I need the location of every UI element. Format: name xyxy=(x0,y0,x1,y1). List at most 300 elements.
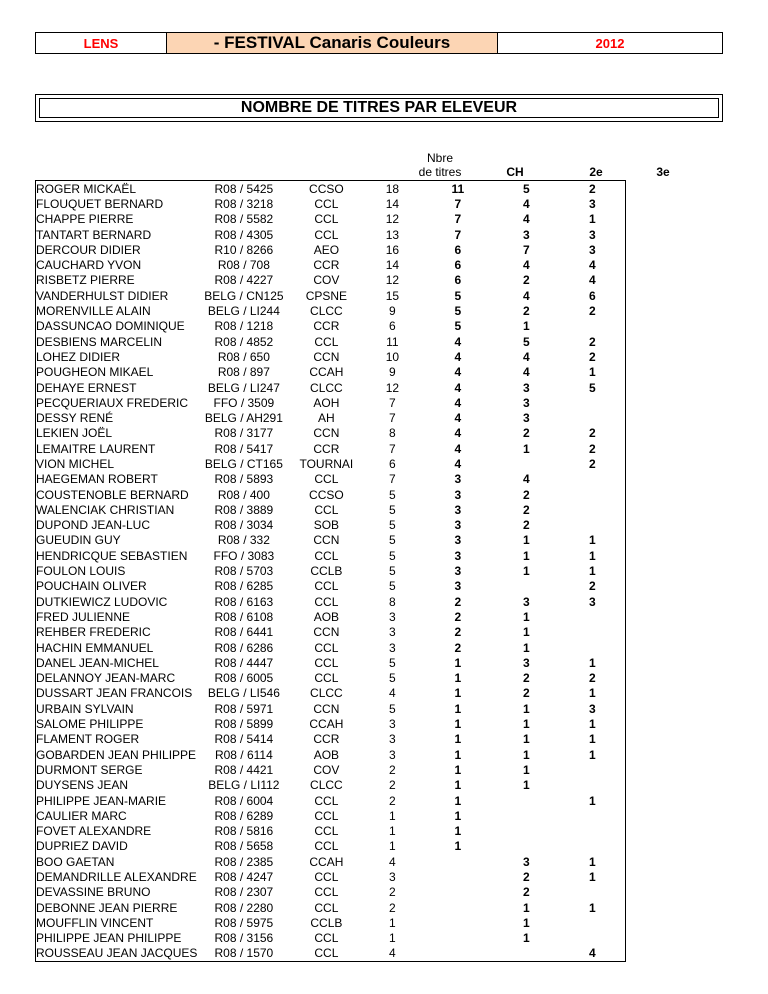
cell-code: R08 / 5816 xyxy=(214,824,274,839)
cell-code: R08 / 5425 xyxy=(214,181,274,196)
table-row xyxy=(36,472,626,487)
cell-name: HAEGEMAN ROBERT xyxy=(36,472,158,487)
cell-code: R08 / 5893 xyxy=(214,472,274,487)
cell-code: R08 / 2280 xyxy=(214,900,274,915)
cell-e2: 4 xyxy=(523,288,530,303)
cell-club: CLCC xyxy=(310,380,343,395)
cell-ch: 4 xyxy=(454,349,462,364)
cell-code: R10 / 8266 xyxy=(214,242,274,257)
cell-code: R08 / 3218 xyxy=(214,196,274,211)
cell-ch: 1 xyxy=(454,671,462,686)
cell-code: R08 / 4305 xyxy=(214,227,274,242)
cell-ch: 3 xyxy=(454,472,462,487)
cell-e3: 3 xyxy=(589,242,596,257)
cell-code: R08 / 708 xyxy=(217,258,270,273)
cell-name: MORENVILLE ALAIN xyxy=(36,304,151,319)
cell-e3: 1 xyxy=(589,212,596,227)
cell-code: BELG / LI244 xyxy=(207,304,280,319)
cell-e3: 2 xyxy=(589,456,596,471)
cell-n: 2 xyxy=(389,900,396,915)
table-row xyxy=(36,686,626,701)
cell-e2: 3 xyxy=(523,227,530,242)
cell-ch xyxy=(422,869,493,884)
cell-name: DUPRIEZ DAVID xyxy=(36,839,128,854)
table-row xyxy=(36,533,626,548)
cell-n: 5 xyxy=(389,518,396,533)
cell-e2: 1 xyxy=(523,609,530,624)
cell-code: R08 / 2307 xyxy=(214,885,274,900)
table-row xyxy=(36,487,626,502)
cell-club: CLCC xyxy=(310,778,343,793)
cell-name: GUEUDIN GUY xyxy=(36,533,121,548)
cell-n: 4 xyxy=(389,686,396,701)
cell-code: BELG / CT165 xyxy=(204,456,283,471)
cell-e3: 3 xyxy=(589,594,596,609)
cell-code: R08 / 4852 xyxy=(214,334,274,349)
cell-name: DUTKIEWICZ LUDOVIC xyxy=(36,594,168,609)
cell-ch: 1 xyxy=(454,808,462,823)
table-row xyxy=(36,915,626,930)
cell-e3 xyxy=(559,395,626,410)
cell-club: CCL xyxy=(314,472,339,487)
cell-n: 15 xyxy=(385,288,400,303)
cell-name: DUSSART JEAN FRANCOIS xyxy=(36,686,193,701)
cell-code: R08 / 2385 xyxy=(214,854,274,869)
cell-ch: 3 xyxy=(454,579,462,594)
cell-ch: 3 xyxy=(454,564,462,579)
cell-name: COUSTENOBLE BERNARD xyxy=(36,487,189,502)
cell-e3 xyxy=(559,885,626,900)
cell-e3 xyxy=(559,502,626,517)
cell-ch xyxy=(422,854,493,869)
table-row xyxy=(36,518,626,533)
cell-club: CCN xyxy=(313,701,340,716)
cell-e2: 3 xyxy=(523,655,530,670)
cell-n: 5 xyxy=(389,671,396,686)
cell-e2: 2 xyxy=(523,426,530,441)
cell-code: R08 / 5417 xyxy=(214,441,274,456)
cell-name: PHILIPPE JEAN PHILIPPE xyxy=(36,931,182,946)
cell-ch: 7 xyxy=(454,196,462,211)
table-row xyxy=(36,808,626,823)
cell-ch: 5 xyxy=(454,304,462,319)
cell-e2 xyxy=(493,456,559,471)
count-header-line2: de titres xyxy=(418,165,462,179)
cell-name: FRED JULIENNE xyxy=(36,609,131,624)
cell-ch: 1 xyxy=(454,747,462,762)
table-row xyxy=(36,441,626,456)
cell-name: LEKIEN JOËL xyxy=(36,426,113,441)
cell-ch: 3 xyxy=(454,487,462,502)
cell-name: HENDRICQUE SEBASTIEN xyxy=(36,548,188,563)
cell-name: BOO GAETAN xyxy=(36,854,115,869)
cell-e2: 3 xyxy=(523,395,530,410)
table-row xyxy=(36,579,626,594)
cell-code: R08 / 4421 xyxy=(214,762,274,777)
table-row xyxy=(36,594,626,609)
cell-name: MOUFFLIN VINCENT xyxy=(36,915,154,930)
cell-club: AOB xyxy=(313,747,340,762)
count-header-line1: Nbre xyxy=(426,151,453,165)
cell-code: R08 / 650 xyxy=(217,349,270,364)
cell-club: AH xyxy=(318,411,335,426)
cell-n: 12 xyxy=(385,212,400,227)
cell-n: 7 xyxy=(389,472,396,487)
cell-e3: 1 xyxy=(589,548,596,563)
cell-n: 5 xyxy=(389,701,396,716)
cell-n: 1 xyxy=(389,839,396,854)
cell-e2: 1 xyxy=(523,640,530,655)
cell-n: 3 xyxy=(389,747,396,762)
cell-code: R08 / 5899 xyxy=(214,717,274,732)
cell-ch: 3 xyxy=(454,533,462,548)
cell-n: 18 xyxy=(385,181,400,196)
cell-code: R08 / 6005 xyxy=(214,671,274,686)
table-row xyxy=(36,778,626,793)
table-row xyxy=(36,548,626,563)
cell-e2: 2 xyxy=(523,686,530,701)
cell-e3 xyxy=(559,625,626,640)
cell-ch: 6 xyxy=(454,258,462,273)
cell-ch: 2 xyxy=(454,640,462,655)
cell-e2: 3 xyxy=(523,380,530,395)
cell-code: R08 / 1218 xyxy=(214,319,274,334)
cell-n: 3 xyxy=(389,732,396,747)
cell-club: CCL xyxy=(314,808,339,823)
cell-code: R08 / 3889 xyxy=(214,502,274,517)
cell-e3: 1 xyxy=(589,533,596,548)
cell-ch: 4 xyxy=(454,411,462,426)
cell-club: CCR xyxy=(313,732,340,747)
cell-code: R08 / 6286 xyxy=(214,640,274,655)
cell-e3: 1 xyxy=(589,655,596,670)
table-row xyxy=(36,563,626,578)
cell-name: DUYSENS JEAN xyxy=(36,778,129,793)
cell-ch: 4 xyxy=(454,365,462,380)
cell-code: R08 / 4447 xyxy=(214,655,274,670)
cell-ch: 4 xyxy=(454,334,462,349)
cell-e2: 4 xyxy=(523,258,530,273)
cell-e3 xyxy=(559,518,626,533)
cell-e2: 1 xyxy=(523,319,530,334)
table-row xyxy=(36,257,626,272)
cell-e3: 5 xyxy=(589,380,596,395)
cell-code: BELG / LI546 xyxy=(207,686,280,701)
cell-e3: 1 xyxy=(589,732,596,747)
cell-club: CCR xyxy=(313,441,340,456)
cell-name: DANEL JEAN-MICHEL xyxy=(36,655,159,670)
cell-club: CCLB xyxy=(310,564,343,579)
table-row xyxy=(36,609,626,624)
cell-ch: 3 xyxy=(454,502,462,517)
cell-e2: 1 xyxy=(523,778,530,793)
cell-name: DUPOND JEAN-LUC xyxy=(36,518,151,533)
cell-code: R08 / 5414 xyxy=(214,732,274,747)
table-row xyxy=(36,747,626,762)
cell-club: CCL xyxy=(314,839,339,854)
cell-e2: 1 xyxy=(523,900,530,915)
cell-club: CCLB xyxy=(310,915,343,930)
cell-code: R08 / 6108 xyxy=(214,609,274,624)
table-row xyxy=(36,426,626,441)
cell-n: 7 xyxy=(389,411,396,426)
table-row xyxy=(36,625,626,640)
cell-name: FOULON LOUIS xyxy=(36,564,126,579)
cell-e3 xyxy=(559,915,626,930)
cell-code: R08 / 5971 xyxy=(214,701,274,716)
cell-e2: 1 xyxy=(523,732,530,747)
cell-e3 xyxy=(559,640,626,655)
cell-e3: 1 xyxy=(589,900,596,915)
cell-ch: 4 xyxy=(454,380,462,395)
cell-n: 4 xyxy=(389,946,396,961)
cell-ch xyxy=(422,900,493,915)
cell-club: AEO xyxy=(313,242,340,257)
cell-code: R08 / 332 xyxy=(217,533,270,548)
cell-club: CCSO xyxy=(309,181,344,196)
cell-code: R08 / 6441 xyxy=(214,625,274,640)
cell-name: FOVET ALEXANDRE xyxy=(36,824,152,839)
cell-club: CCL xyxy=(314,824,339,839)
cell-n: 13 xyxy=(385,227,400,242)
cell-name: ROUSSEAU JEAN JACQUES xyxy=(36,946,198,961)
cell-code: R08 / 6289 xyxy=(214,808,274,823)
ch-column-header: CH xyxy=(506,165,524,179)
cell-e2: 5 xyxy=(523,181,530,196)
cell-n: 9 xyxy=(389,304,396,319)
cell-e2: 3 xyxy=(523,594,530,609)
cell-n: 3 xyxy=(389,717,396,732)
cell-club: CCL xyxy=(314,227,339,242)
cell-e3 xyxy=(559,609,626,624)
cell-e2: 1 xyxy=(523,915,530,930)
cell-code: FFO / 3083 xyxy=(213,548,275,563)
cell-code: R08 / 6285 xyxy=(214,579,274,594)
cell-e2: 1 xyxy=(523,931,530,946)
header-bar xyxy=(35,32,723,54)
cell-club: CCL xyxy=(314,885,339,900)
cell-e3 xyxy=(559,823,626,838)
cell-code: R08 / 5703 xyxy=(214,564,274,579)
cell-n: 3 xyxy=(389,640,396,655)
cell-e2: 1 xyxy=(523,747,530,762)
cell-n: 5 xyxy=(389,502,396,517)
cell-n: 1 xyxy=(389,915,396,930)
cell-e2: 2 xyxy=(523,870,530,884)
cell-ch: 1 xyxy=(454,778,462,793)
table-row xyxy=(36,273,626,288)
cell-e2: 5 xyxy=(523,334,530,349)
table-row xyxy=(36,701,626,716)
cell-club: COV xyxy=(313,273,340,288)
cell-code: R08 / 4227 xyxy=(214,273,274,288)
cell-n: 3 xyxy=(389,870,396,884)
cell-club: AOB xyxy=(313,609,340,624)
cell-e3: 2 xyxy=(589,334,596,349)
cell-n: 2 xyxy=(389,762,396,777)
cell-e2: 1 xyxy=(523,762,530,777)
cell-e3 xyxy=(559,410,626,425)
table-row xyxy=(36,655,626,670)
cell-e2: 2 xyxy=(523,671,530,686)
table-row xyxy=(36,456,626,471)
cell-e3: 4 xyxy=(589,946,596,961)
cell-name: CAULIER MARC xyxy=(36,808,127,823)
cell-e2: 2 xyxy=(523,502,530,517)
cell-n: 10 xyxy=(385,349,400,364)
table-row xyxy=(36,946,626,962)
cell-e3: 1 xyxy=(589,365,596,380)
cell-code: R08 / 6004 xyxy=(214,793,274,808)
breeder-table xyxy=(35,180,626,962)
cell-e2 xyxy=(493,793,559,808)
cell-name: DEMANDRILLE ALEXANDRE xyxy=(36,870,197,884)
cell-name: DASSUNCAO DOMINIQUE xyxy=(36,319,185,334)
cell-code: R08 / 3156 xyxy=(214,931,274,946)
cell-ch xyxy=(422,885,493,900)
cell-n: 5 xyxy=(389,564,396,579)
cell-name: URBAIN SYLVAIN xyxy=(36,701,134,716)
cell-name: DESBIENS MARCELIN xyxy=(36,334,163,349)
table-row xyxy=(36,732,626,747)
cell-n: 16 xyxy=(385,242,400,257)
cell-ch: 4 xyxy=(454,426,462,441)
table-row xyxy=(36,319,626,334)
cell-ch: 1 xyxy=(454,686,462,701)
cell-club: CCL xyxy=(314,579,339,594)
count-column-header xyxy=(395,151,485,179)
cell-name: VANDERHULST DIDIER xyxy=(36,288,169,303)
table-row xyxy=(36,196,626,211)
table-row xyxy=(36,181,626,197)
cell-e2 xyxy=(493,839,559,854)
cell-e2: 1 xyxy=(523,625,530,640)
cell-e2: 3 xyxy=(523,854,530,869)
table-row xyxy=(36,288,626,303)
cell-e3: 4 xyxy=(589,258,596,273)
breeder-table-body xyxy=(36,181,626,962)
cell-name: WALENCIAK CHRISTIAN xyxy=(36,502,175,517)
cell-n: 2 xyxy=(389,778,396,793)
cell-n: 5 xyxy=(389,655,396,670)
cell-name: FLOUQUET BERNARD xyxy=(36,196,164,211)
table-row xyxy=(36,410,626,425)
cell-code: BELG / LI112 xyxy=(208,778,280,793)
cell-n: 14 xyxy=(385,196,400,211)
cell-club: CCL xyxy=(314,655,339,670)
cell-ch xyxy=(422,915,493,930)
cell-n: 14 xyxy=(385,258,400,273)
cell-name: TANTART BERNARD xyxy=(36,227,152,242)
cell-e2: 2 xyxy=(523,304,530,319)
cell-e3 xyxy=(559,778,626,793)
cell-club: CCN xyxy=(313,625,340,640)
table-row xyxy=(36,640,626,655)
table-row xyxy=(36,716,626,731)
cell-e3: 2 xyxy=(589,671,596,686)
cell-ch: 1 xyxy=(454,701,462,716)
cell-e2: 4 xyxy=(523,349,530,364)
cell-name: LEMAITRE LAURENT xyxy=(36,441,156,456)
header-city: LENS xyxy=(36,33,167,53)
cell-ch: 6 xyxy=(454,273,462,288)
cell-club: CCL xyxy=(314,931,339,946)
cell-name: POUCHAIN OLIVER xyxy=(36,579,147,594)
cell-ch: 2 xyxy=(454,609,462,624)
cell-e2: 4 xyxy=(523,365,530,380)
cell-club: CPSNE xyxy=(305,288,348,303)
cell-name: GOBARDEN JEAN PHILIPPE xyxy=(36,747,197,762)
cell-e3: 1 xyxy=(589,870,596,884)
cell-ch: 5 xyxy=(454,288,462,303)
cell-club: CCN xyxy=(313,349,340,364)
cell-n: 12 xyxy=(385,380,400,395)
cell-name: DEBONNE JEAN PIERRE xyxy=(36,900,178,915)
cell-e2: 1 xyxy=(523,701,530,716)
cell-ch: 3 xyxy=(454,548,462,563)
cell-e2: 1 xyxy=(523,533,530,548)
page-title-box xyxy=(35,94,723,122)
cell-e3: 2 xyxy=(589,426,596,441)
cell-club: COV xyxy=(313,762,340,777)
table-row xyxy=(36,671,626,686)
cell-e2: 4 xyxy=(523,212,530,227)
cell-club: CCL xyxy=(314,946,339,961)
cell-club: CCAH xyxy=(309,854,344,869)
cell-e3: 4 xyxy=(589,273,596,288)
cell-n: 4 xyxy=(389,854,396,869)
cell-n: 1 xyxy=(389,808,396,823)
cell-name: CAUCHARD YVON xyxy=(36,258,142,273)
cell-e3 xyxy=(559,808,626,823)
cell-n: 5 xyxy=(389,579,396,594)
cell-e3: 2 xyxy=(589,181,596,196)
cell-code: BELG / LI247 xyxy=(207,380,280,395)
cell-ch: 1 xyxy=(454,793,462,808)
cell-ch: 4 xyxy=(454,395,462,410)
cell-n: 7 xyxy=(389,441,396,456)
cell-e2 xyxy=(493,808,559,823)
table-row xyxy=(36,242,626,257)
cell-club: TOURNAI xyxy=(299,456,354,471)
cell-club: CCL xyxy=(314,671,339,686)
cell-n: 2 xyxy=(389,793,396,808)
cell-ch: 7 xyxy=(454,212,462,227)
cell-code: BELG / AH291 xyxy=(204,411,283,426)
cell-e3: 2 xyxy=(589,579,596,594)
table-row xyxy=(36,334,626,349)
cell-club: AOH xyxy=(313,395,340,410)
cell-ch: 7 xyxy=(454,227,462,242)
cell-name: LOHEZ DIDIER xyxy=(36,349,121,364)
cell-club: CLCC xyxy=(310,304,343,319)
cell-name: DERCOUR DIDIER xyxy=(36,242,141,257)
cell-n: 12 xyxy=(385,273,400,288)
cell-code: R08 / 5582 xyxy=(214,212,274,227)
cell-n: 3 xyxy=(389,609,396,624)
cell-ch xyxy=(422,931,493,946)
cell-ch: 6 xyxy=(454,242,462,257)
cell-n: 5 xyxy=(389,487,396,502)
cell-e2: 7 xyxy=(523,242,530,257)
cell-club: CCL xyxy=(314,196,339,211)
cell-name: DEVASSINE BRUNO xyxy=(36,885,151,900)
cell-ch xyxy=(422,946,493,962)
cell-n: 7 xyxy=(389,395,396,410)
cell-code: R08 / 400 xyxy=(217,487,270,502)
cell-e2: 2 xyxy=(523,885,530,900)
cell-ch: 2 xyxy=(454,594,462,609)
